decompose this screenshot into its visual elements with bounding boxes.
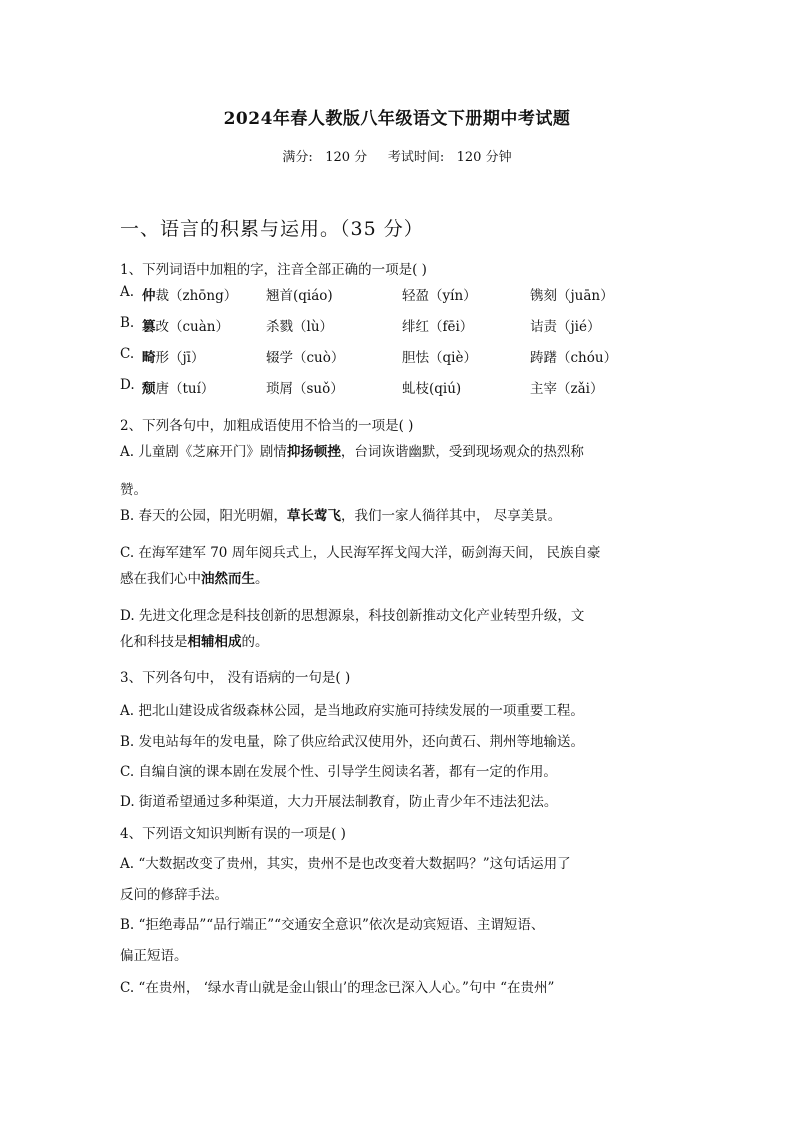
q3-option-a: A. 把北山建设成省级森林公园，是当地政府实施可持续发展的一项重要工程。 [120,703,584,719]
option-word: 胆怯（qiè） [402,350,477,366]
option-label: B. [120,315,135,331]
option-word: 虬枝(qiú) [402,381,462,397]
q2-option-b: B. 春天的公园，阳光明媚，草长莺飞，我们一家人徜徉其中， 尽享美景。 [120,508,562,524]
option-word: 诘责（jié） [530,319,601,335]
q2-option-c: C. 在海军建军 70 周年阅兵式上，人民海军挥戈闯大洋，砺剑海天间， 民族自豪 [120,545,601,561]
option-word: 绯红（fēi） [402,319,474,335]
option-word: 畸形（jī） [142,350,205,366]
score-label: 满分: [282,150,313,165]
q4-stem: 4、下列语文知识判断有误的一项是( ) [120,826,346,842]
section-heading-1: 一、语言的积累与运用。（35 分） [120,218,424,240]
time-label: 考试时间: [387,150,445,165]
option-word: 颓唐（tuí） [142,381,215,397]
q4-option-a: A. “大数据改变了贵州，其实，贵州不是也改变着大数据吗？”这句话运用了 [120,856,571,872]
option-word: 辍学（cuò） [266,350,345,366]
q1-stem: 1、下列词语中加粗的字，注音全部正确的一项是( ) [120,262,427,278]
q1-option-a [120,284,680,304]
q2-option-d: D. 先进文化理念是科技创新的思想源泉，科技创新推动文化产业转型升级，文 [120,608,585,624]
option-word: 翘首(qiáo) [266,288,333,304]
q2-option-a: A. 儿童剧《芝麻开门》剧情抑扬顿挫，台词诙谐幽默，受到现场观众的热烈称 [120,444,584,460]
q1-option-d [120,377,680,397]
option-word: 杀戮（lù） [266,319,334,335]
option-word: 仲裁（zhōng） [142,288,238,304]
q2-option-c-cont: 感在我们心中油然而生。 [120,571,269,587]
option-label: D. [120,377,135,393]
q3-option-b: B. 发电站每年的发电量，除了供应给武汉使用外，还向黄石、荆州等地输送。 [120,734,585,750]
q2-option-a-cont: 赞。 [120,482,147,498]
option-word: 踌躇（chóu） [530,350,618,366]
page-title: 2024年春人教版八年级语文下册期中考试题 [223,109,571,129]
q4-option-c: C. “在贵州， ‘绿水青山就是金山银山’的理念已深入人心。”句中 “在贵州” [120,980,555,996]
option-word: 主宰（zǎi） [530,381,604,397]
q2-option-d-cont: 化和科技是相辅相成的。 [120,634,269,650]
q1-option-c [120,346,680,366]
q4-option-b: B. “拒绝毒品”“品行端正”“交通安全意识”依次是动宾短语、主谓短语、 [120,917,545,933]
time-value: 120 分钟 [456,150,512,165]
q4-option-a-cont: 反问的修辞手法。 [120,887,228,903]
q3-stem: 3、下列各句中， 没有语病的一句是( ) [120,670,351,686]
option-label: A. [120,284,135,300]
q2-stem: 2、下列各句中，加粗成语使用不恰当的一项是( ) [120,418,414,434]
score-value: 120 分 [325,150,368,165]
q4-option-b-cont: 偏正短语。 [120,948,188,964]
exam-meta [0,146,794,165]
option-label: C. [120,346,135,362]
option-word: 轻盈（yín） [402,288,477,304]
q3-option-d: D. 街道希望通过多种渠道，大力开展法制教育，防止青少年不违法犯法。 [120,794,558,810]
q1-option-b [120,315,680,335]
option-word: 琐屑（suǒ） [266,381,344,397]
q3-option-c: C. 自编自演的课本剧在发展个性、引导学生阅读名著，都有一定的作用。 [120,764,557,780]
option-word: 镌刻（juān） [530,288,614,304]
option-word: 篡改（cuàn） [142,319,229,335]
